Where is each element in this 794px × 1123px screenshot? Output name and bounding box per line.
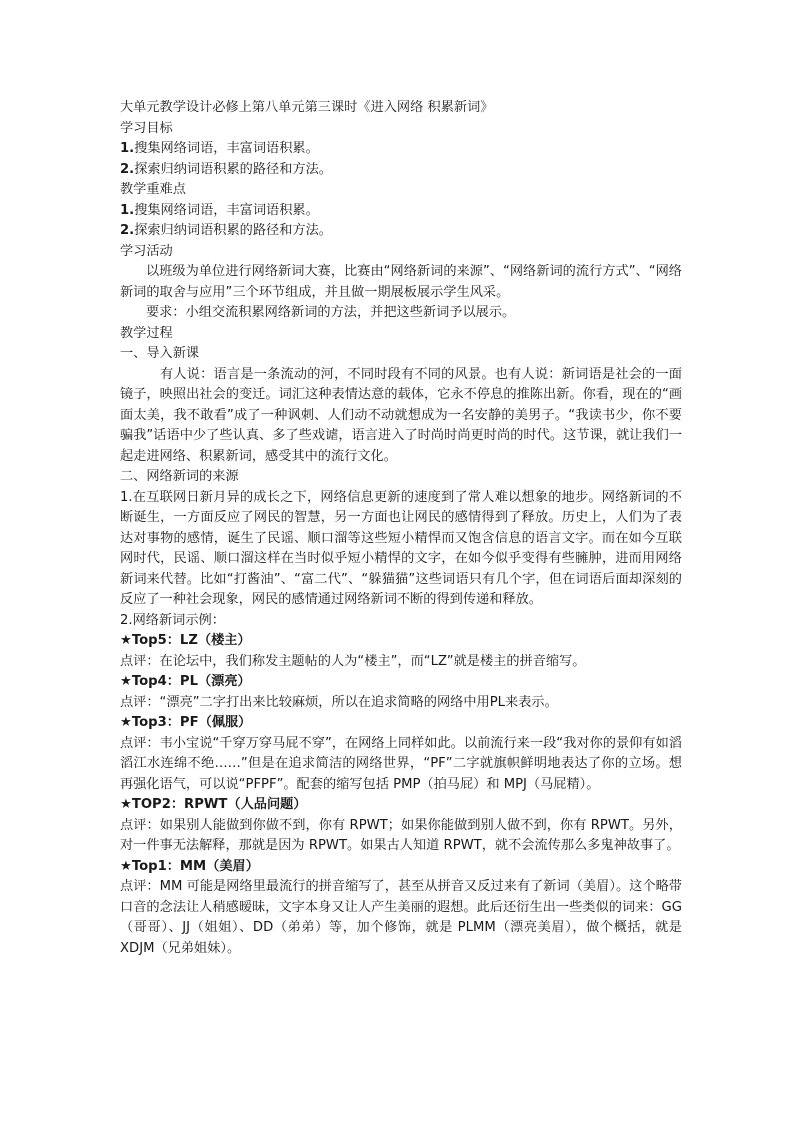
- example-comment: 点评：MM 可能是网络里最流行的拼音缩写了，甚至从拼音又反过来有了新词（美眉）。这个略带口音的念法让人稍感暧昧，文字本身又让人产生美丽的遐想。此后还衍生出一些类似的词来：GG（哥哥）、JJ（姐姐）、DD（弟弟）等，加个修饰，就是 PLMM（漂亮美眉），做个概括，就是 XDJM（兄弟姐妹）。: [120, 879, 682, 956]
- document-title: 大单元教学设计必修上第八单元第三课时《进入网络 积累新词》: [120, 100, 494, 115]
- part1-paragraph: 有人说：语言是一条流动的河，不同时段有不同的风景。也有人说：新词语是社会的一面镜子，映照出社会的变迁。词汇这种表情达意的载体，它永不停息的推陈出新。你看，现在的“画面太美，我不敢看”成了一种讽刺、人们动不动就想成为一名安静的美男子。“我读书少，你不要骗我”话语中少了些认真、多了些戏谑，语言进入了时尚时尚更时尚的时代。这节课，就让我们一起走进网络、积累新词，感受其中的流行文化。: [120, 366, 683, 464]
- part1-heading: 一、导入新课: [120, 346, 200, 361]
- example-comment: 点评：韦小宝说“千穿万穿马屁不穿”，在网络上同样如此。以前流行来一段“我对你的景仰有如滔滔江水连绵不绝……”但是在追求简洁的网络世界，“PF”二字就旗帜鲜明地表达了你的立场。想再强化语气，可以说“PFPF”。配套的缩写包括 PMP（拍马屁）和 MPJ（马屁精）。: [120, 735, 682, 792]
- objective-num: 1.: [120, 141, 135, 156]
- example-title: ★Top1：MM（美眉）: [120, 858, 259, 874]
- examples-heading: 2.网络新词示例：: [120, 612, 225, 628]
- example-title: ★Top5：LZ（楼主）: [120, 633, 251, 648]
- key-point-text: 探索归纳词语积累的路径和方法。: [134, 223, 332, 238]
- key-point-item: [120, 221, 682, 242]
- objective-item: [120, 160, 682, 181]
- example-title: ★TOP2：RPWT（人品问题）: [120, 797, 307, 812]
- key-point-item: [120, 201, 682, 222]
- key-points-heading: 教学重难点: [120, 182, 186, 197]
- example-comment: 点评：“漂亮”二字打出来比较麻烦，所以在追求简略的网络中用PL来表示。: [120, 694, 558, 710]
- objective-text: 搜集网络词语，丰富词语积累。: [134, 141, 319, 156]
- objective-text: 探索归纳词语积累的路径和方法。: [134, 161, 332, 177]
- key-point-num: 1.: [120, 202, 135, 218]
- example-title: ★Top4：PL（漂亮）: [120, 674, 251, 689]
- example-comment: 点评：在论坛中，我们称发主题帖的人为“楼主”，而“LZ”就是楼主的拼音缩写。: [120, 653, 586, 669]
- key-point-num: 2.: [120, 223, 135, 238]
- part2-heading: 二、网络新词的来源: [120, 469, 239, 484]
- activity-paragraph: 以班级为单位进行网络新词大赛，比赛由“网络新词的来源”、“网络新词的流行方式”、“网络新词的取舍与应用”三个环节组成，并且做一期展板展示学生风采。: [120, 264, 682, 300]
- part2-paragraph: 1.在互联网日新月异的成长之下，网络信息更新的速度到了常人难以想象的地步。网络新词的不断诞生，一方面反应了网民的智慧，另一方面也让网民的感情得到了释放。历史上，人们为了表达对事物的感情，诞生了民谣、顺口溜等这些短小精悍而又饱含信息的语言文字。而在如今互联网时代，民谣、顺口溜这样在当时似乎短小精悍的文字，在如今似乎变得有些臃肿，进而用网络新词来代替。比如“打酱油”、“富二代”、“躲猫猫”这些词语只有几个字，但在词语后面却深刻的反应了一种社会现象，网民的感情通过网络新词不断的得到传递和释放。: [120, 489, 682, 607]
- process-heading: 教学过程: [120, 325, 173, 341]
- objective-item: [120, 139, 682, 160]
- objective-num: 2.: [120, 161, 135, 177]
- activity-heading: 学习活动: [120, 243, 173, 259]
- document-page: [120, 98, 682, 959]
- activity-requirement: 要求：小组交流积累网络新词的方法，并把这些新词予以展示。: [146, 305, 516, 320]
- example-comment: 点评：如果别人能做到你做不到，你有 RPWT；如果你能做到别人做不到，你有 RPWT。另外，对一件事无法解释，那就是因为 RPWT。如果古人知道 RPWT，就不会流传那么多鬼神故事了。: [120, 817, 682, 853]
- example-title: ★Top3：PF（佩服）: [120, 715, 252, 730]
- objectives-heading: 学习目标: [120, 120, 173, 136]
- key-point-text: 搜集网络词语，丰富词语积累。: [134, 202, 319, 218]
